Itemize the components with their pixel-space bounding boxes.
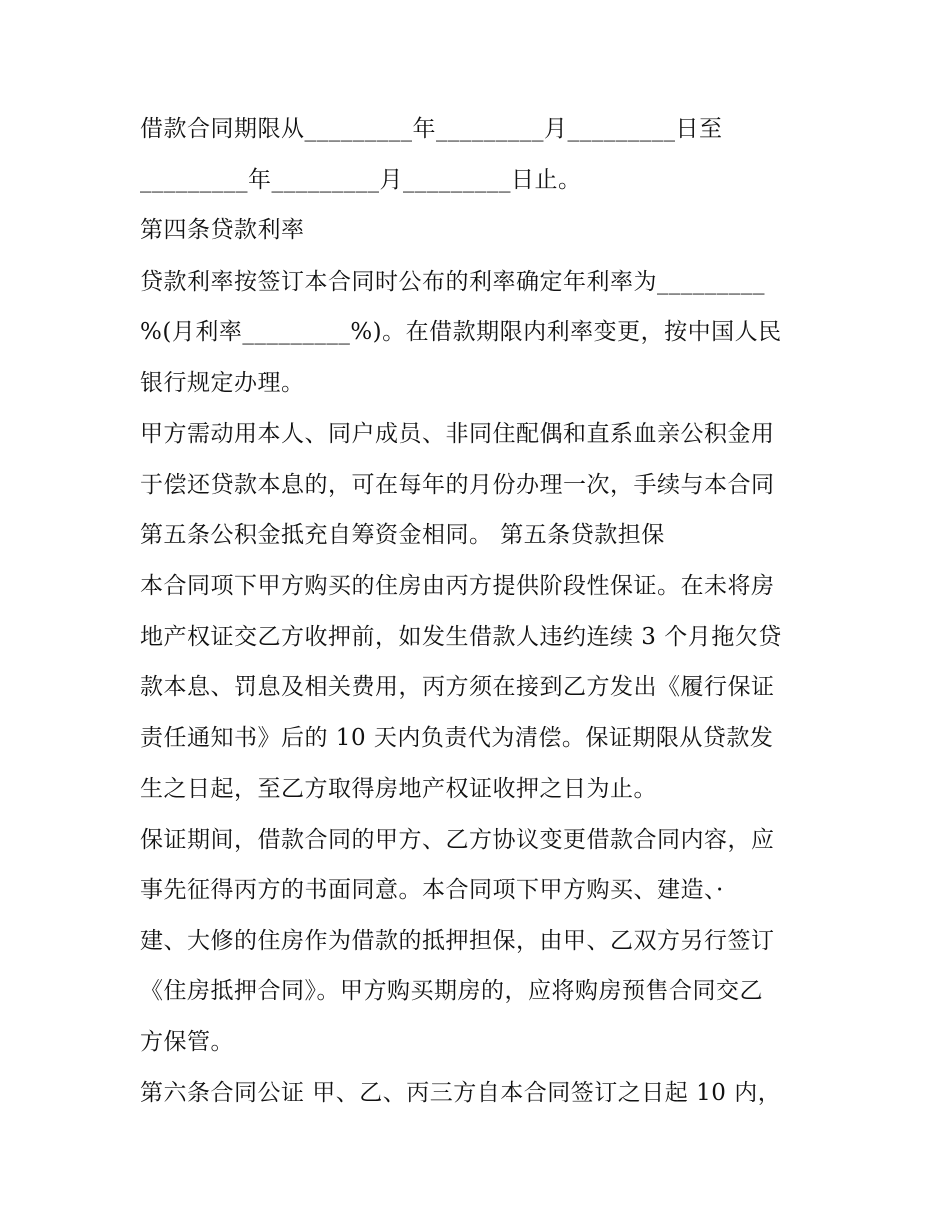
text-line: 第五条公积金抵充自筹资金相同。 第五条贷款担保: [140, 522, 665, 548]
text-line: 款本息、罚息及相关费用，丙方须在接到乙方发出《履行保证: [140, 674, 775, 700]
section-heading: 第四条贷款利率: [140, 217, 305, 243]
text-line: 第六条合同公证 甲、乙、丙三方自本合同签订之日起 10 内，: [140, 1080, 782, 1106]
text-line: 事先征得丙方的书面同意。本合同项下甲方购买、建造、·: [140, 877, 724, 903]
text-line: _________年_________月_________日止。: [140, 167, 582, 193]
text-line: 《住房抵押合同》。甲方购买期房的，应将购房预售合同交乙: [140, 978, 763, 1004]
text-line: 地产权证交乙方收押前，如发生借款人违约连续 3 个月拖欠贷: [140, 624, 782, 650]
text-line: 银行规定办理。: [140, 370, 305, 396]
text-line: 方保管。: [140, 1029, 234, 1055]
text-line: 于偿还贷款本息的，可在每年的月份办理一次，手续与本合同: [140, 472, 775, 498]
text-line: 建、大修的住房作为借款的抵押担保，由甲、乙双方另行签订: [140, 928, 775, 954]
text-line: 甲方需动用本人、同户成员、非同住配偶和直系血亲公积金用: [140, 421, 775, 447]
text-line: 本合同项下甲方购买的住房由丙方提供阶段性保证。在未将房: [140, 573, 775, 599]
text-line: 借款合同期限从_________年_________月_________日至: [140, 116, 723, 142]
text-line: 保证期间，借款合同的甲方、乙方协议变更借款合同内容，应: [140, 827, 775, 853]
text-line: 贷款利率按签订本合同时公布的利率确定年利率为_________: [140, 269, 765, 295]
text-line: %(月利率_________%)。在借款期限内利率变更，按中国人民: [140, 319, 782, 345]
text-line: 生之日起，至乙方取得房地产权证收押之日为止。: [140, 776, 657, 802]
text-line: 责任通知书》后的 10 天内负责代为清偿。保证期限从贷款发: [140, 725, 774, 751]
